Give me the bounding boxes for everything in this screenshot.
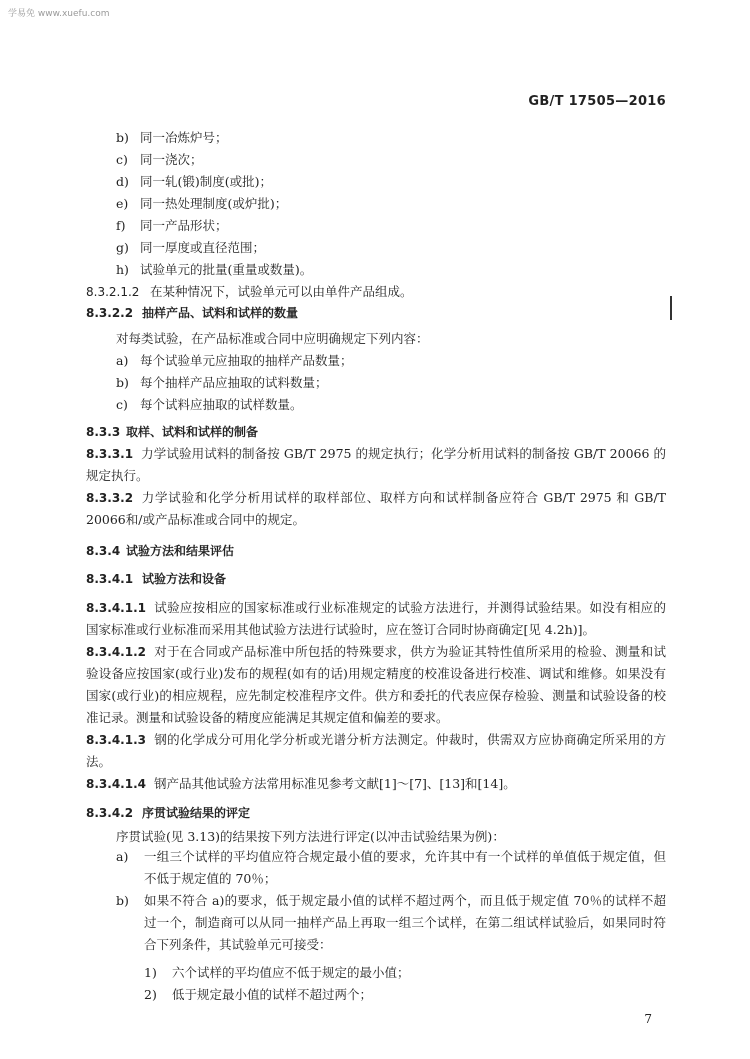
list-item: a) 每个试验单元应抽取的抽样产品数量；: [116, 353, 353, 368]
list-item: b) 每个抽样产品应抽取的试料数量；: [116, 375, 328, 390]
sub-list-item: 2) 低于规定最小值的试样不超过两个；: [144, 987, 373, 1002]
list-item: g) 同一厚度或直径范围；: [116, 240, 266, 255]
heading-8-3-4-1: 8.3.4.1 试验方法和设备: [86, 572, 227, 586]
list-item: b) 如果不符合 a)的要求，低于规定最小值的试样不超过两个，而且低于规定值 70％的试样不超过一个，制造商可以从同一抽样产品上再取一组三个试样，在第二组试样试验后，如果同时符合下列条件，其试验单元可接受：: [116, 893, 666, 952]
paragraph: 对每类试验，在产品标准或合同中应明确规定下列内容：: [116, 331, 429, 346]
change-bar: [670, 296, 672, 320]
heading-8-3-3: 8.3.3 取样、试料和试样的制备: [86, 425, 259, 439]
clause-8-3-3-1: 8.3.3.1 力学试验用试料的制备按 GB/T 2975 的规定执行；化学分析用试料的制备按 GB/T 20066 的规定执行。: [86, 446, 666, 483]
list-item: c) 每个试料应抽取的试样数量。: [116, 397, 303, 412]
clause-8-3-4-1-4: 8.3.4.1.4 钢产品其他试验方法常用标准见参考文献[1]～[7]、[13]和[14]。: [86, 776, 516, 791]
heading-8-3-4: 8.3.4 试验方法和结果评估: [86, 544, 235, 558]
list-item: a) 一组三个试样的平均值应符合规定最小值的要求，允许其中有一个试样的单值低于规定值，但不低于规定值的 70％；: [116, 849, 666, 886]
clause-8-3-4-1-1: 8.3.4.1.1 试验应按相应的国家标准或行业标准规定的试验方法进行，并测得试验结果。如没有相应的国家标准或行业标准而采用其他试验方法进行试验时，应在签订合同时协商确定[见 4.2h)]。: [86, 600, 666, 637]
paragraph: 序贯试验(见 3.13)的结果按下列方法进行评定(以冲击试验结果为例)：: [116, 829, 505, 844]
clause-8-3-2-1-2: 8.3.2.1.2 在某种情况下，试验单元可以由单件产品组成。: [86, 284, 413, 299]
heading-8-3-2-2: 8.3.2.2 抽样产品、试料和试样的数量: [86, 306, 299, 320]
list-item: f) 同一产品形状；: [116, 218, 228, 233]
sub-list-item: 1) 六个试样的平均值应不低于规定的最小值；: [144, 965, 410, 980]
list-item: d) 同一轧(锻)制度(或批)；: [116, 174, 273, 189]
watermark: 学易免 www.xuefu.com: [8, 9, 110, 19]
page-number: 7: [644, 1012, 652, 1026]
standard-number: GB/T 17505—2016: [528, 94, 666, 109]
list-item: h) 试验单元的批量(重量或数量)。: [116, 262, 313, 277]
clause-8-3-3-2: 8.3.3.2 力学试验和化学分析用试样的取样部位、取样方向和试样制备应符合 GB/T 2975 和 GB/T 20066和/或产品标准或合同中的规定。: [86, 490, 666, 527]
list-item: b) 同一冶炼炉号；: [116, 130, 228, 145]
clause-8-3-4-1-3: 8.3.4.1.3 钢的化学成分可用化学分析或光谱分析方法测定。仲裁时，供需双方应协商确定所采用的方法。: [86, 732, 666, 769]
clause-8-3-4-1-2: 8.3.4.1.2 对于在合同或产品标准中所包括的特殊要求，供方为验证其特性值所采用的检验、测量和试验设备应按国家(或行业)发布的规程(如有的话)用规定精度的校准设备进行校准、调试和维修。如果没有国家(或行业)的相应规程，应先制定校准程序文件。供方和委托的代表应保存检验、测量和试验设备的校准记录。测量和试验设备的精度应能满足其规定值和偏差的要求。: [86, 644, 666, 725]
list-item: e) 同一热处理制度(或炉批)；: [116, 196, 288, 211]
list-item: c) 同一浇次；: [116, 152, 203, 167]
heading-8-3-4-2: 8.3.4.2 序贯试验结果的评定: [86, 806, 251, 820]
